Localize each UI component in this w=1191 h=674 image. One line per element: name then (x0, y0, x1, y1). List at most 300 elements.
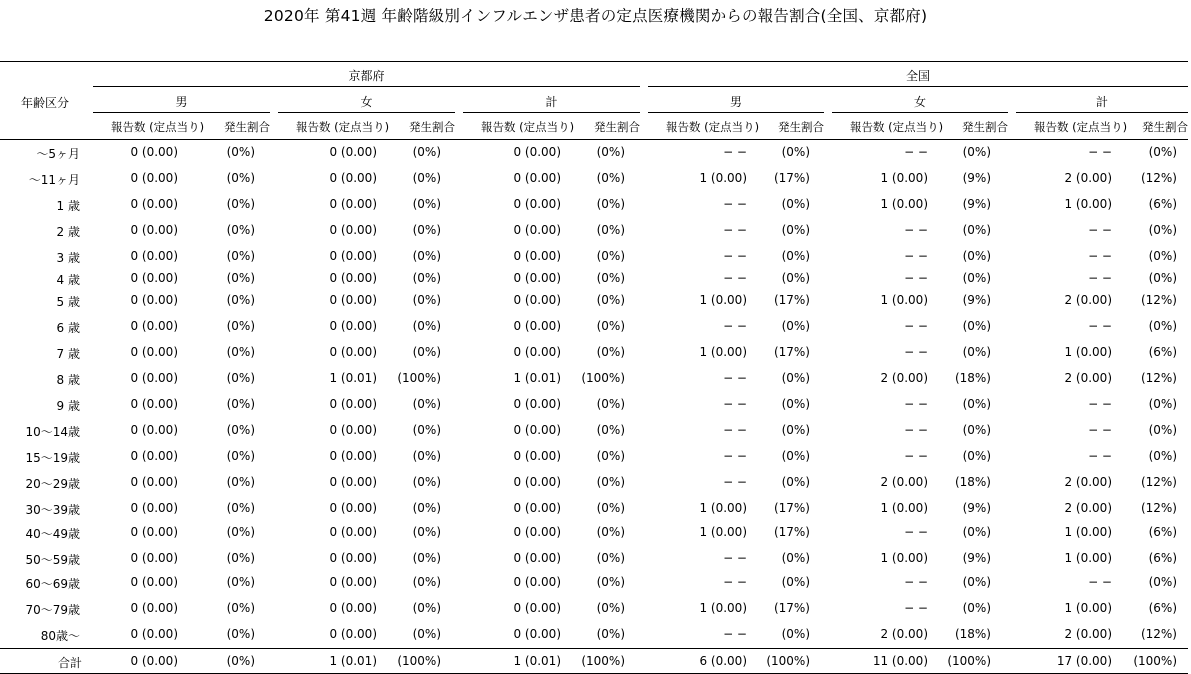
ratio-cell: (12%) (1140, 475, 1177, 489)
total-label: 合計 (57, 656, 82, 670)
count-subheader: 報告数 (定点当り) (296, 120, 390, 134)
ratio-cell: (0%) (1148, 575, 1177, 589)
ratio-cell: (0%) (226, 423, 255, 437)
count-cell: 0 (0.00) (130, 171, 178, 185)
ratio-cell: (0%) (226, 345, 255, 359)
total-top-rule (0, 648, 1188, 649)
ratio-cell: (18%) (954, 627, 991, 641)
ratio-cell: (0%) (1148, 397, 1177, 411)
ratio-cell: (12%) (1140, 627, 1177, 641)
ratio-cell: (0%) (962, 223, 991, 237)
count-cell: 0 (0.00) (130, 601, 178, 615)
ratio-cell: (0%) (1148, 271, 1177, 285)
ratio-cell: (0%) (596, 575, 625, 589)
count-cell: − − (904, 271, 928, 285)
ratio-cell: (18%) (954, 475, 991, 489)
ratio-cell: (6%) (1148, 551, 1177, 565)
count-cell: 2 (0.00) (1064, 293, 1112, 307)
ratio-cell: (0%) (226, 197, 255, 211)
count-cell: 0 (0.00) (513, 601, 561, 615)
count-cell: 0 (0.00) (513, 197, 561, 211)
ratio-cell: (0%) (596, 249, 625, 263)
ratio-cell: (0%) (412, 449, 441, 463)
count-cell: − − (904, 319, 928, 333)
ratio-cell: (0%) (596, 449, 625, 463)
ratio-cell: (0%) (781, 475, 810, 489)
count-cell: 0 (0.00) (329, 171, 377, 185)
sex-under-rule (278, 112, 455, 113)
ratio-cell: (6%) (1148, 197, 1177, 211)
count-cell: 0 (0.00) (130, 575, 178, 589)
ratio-cell: (0%) (781, 423, 810, 437)
count-cell: 0 (0.00) (329, 475, 377, 489)
ratio-cell: (0%) (596, 197, 625, 211)
count-cell: 0 (0.00) (513, 293, 561, 307)
ratio-cell: (0%) (962, 271, 991, 285)
count-cell: 0 (0.00) (130, 449, 178, 463)
age-label: 40〜49歳 (25, 527, 80, 541)
ratio-cell: (17%) (773, 345, 810, 359)
region-under-rule (93, 86, 640, 87)
ratio-cell: (0%) (226, 475, 255, 489)
ratio-cell: (6%) (1148, 345, 1177, 359)
count-cell: 0 (0.00) (130, 223, 178, 237)
count-subheader: 報告数 (定点当り) (1034, 120, 1128, 134)
age-label: 5 歳 (56, 295, 80, 309)
count-cell: 2 (0.00) (1064, 475, 1112, 489)
ratio-cell: (0%) (412, 575, 441, 589)
ratio-cell: (100%) (1133, 654, 1177, 668)
count-cell: − − (904, 145, 928, 159)
ratio-cell: (0%) (1148, 249, 1177, 263)
count-cell: 0 (0.00) (329, 319, 377, 333)
region-top-rule (93, 61, 640, 62)
ratio-cell: (17%) (773, 171, 810, 185)
ratio-cell: (0%) (226, 397, 255, 411)
count-subheader: 報告数 (定点当り) (850, 120, 944, 134)
ratio-cell: (0%) (226, 501, 255, 515)
count-cell: 1 (0.00) (699, 345, 747, 359)
age-label: 6 歳 (56, 321, 80, 335)
ratio-cell: (0%) (962, 423, 991, 437)
ratio-cell: (0%) (1148, 449, 1177, 463)
ratio-cell: (0%) (962, 575, 991, 589)
ratio-subheader: 発生割合 (778, 120, 824, 134)
count-cell: − − (904, 525, 928, 539)
region-header: 京都府 (348, 69, 385, 83)
count-cell: 0 (0.00) (513, 575, 561, 589)
count-cell: 0 (0.00) (130, 423, 178, 437)
count-cell: − − (1088, 271, 1112, 285)
count-cell: 0 (0.00) (513, 475, 561, 489)
count-cell: 0 (0.00) (513, 171, 561, 185)
ratio-cell: (0%) (226, 319, 255, 333)
ratio-cell: (0%) (226, 223, 255, 237)
count-cell: 0 (0.00) (513, 223, 561, 237)
count-cell: 1 (0.00) (699, 293, 747, 307)
age-column-header: 年齢区分 (20, 96, 69, 110)
ratio-cell: (0%) (962, 249, 991, 263)
count-cell: − − (904, 223, 928, 237)
ratio-cell: (0%) (781, 319, 810, 333)
count-cell: 1 (0.00) (699, 601, 747, 615)
ratio-subheader: 発生割合 (594, 120, 640, 134)
sex-header: 計 (1095, 95, 1108, 109)
ratio-cell: (0%) (596, 627, 625, 641)
count-cell: 1 (0.00) (880, 171, 928, 185)
ratio-cell: (0%) (412, 271, 441, 285)
count-cell: 1 (0.00) (699, 525, 747, 539)
ratio-cell: (0%) (1148, 423, 1177, 437)
ratio-cell: (0%) (412, 627, 441, 641)
count-cell: 2 (0.00) (880, 371, 928, 385)
ratio-cell: (0%) (226, 654, 255, 668)
ratio-cell: (100%) (397, 654, 441, 668)
ratio-cell: (0%) (1148, 319, 1177, 333)
ratio-cell: (0%) (226, 249, 255, 263)
count-cell: − − (723, 249, 747, 263)
ratio-cell: (0%) (596, 475, 625, 489)
count-cell: − − (904, 601, 928, 615)
count-cell: 0 (0.00) (513, 249, 561, 263)
sex-under-rule (463, 112, 640, 113)
count-cell: 0 (0.00) (130, 293, 178, 307)
count-cell: − − (904, 397, 928, 411)
count-cell: 1 (0.00) (1064, 551, 1112, 565)
ratio-cell: (6%) (1148, 525, 1177, 539)
ratio-cell: (0%) (596, 601, 625, 615)
ratio-cell: (0%) (226, 525, 255, 539)
age-label: 8 歳 (56, 373, 80, 387)
ratio-cell: (0%) (412, 171, 441, 185)
ratio-cell: (0%) (596, 423, 625, 437)
ratio-cell: (0%) (781, 371, 810, 385)
count-cell: 0 (0.00) (130, 397, 178, 411)
age-label: 1 歳 (56, 199, 80, 213)
count-cell: 0 (0.00) (329, 601, 377, 615)
count-cell: 1 (0.00) (880, 551, 928, 565)
ratio-subheader: 発生割合 (409, 120, 455, 134)
ratio-cell: (17%) (773, 525, 810, 539)
count-cell: − − (1088, 319, 1112, 333)
age-label: 60〜69歳 (25, 577, 80, 591)
ratio-cell: (9%) (962, 551, 991, 565)
ratio-cell: (17%) (773, 501, 810, 515)
sex-under-rule (93, 112, 270, 113)
ratio-cell: (0%) (781, 449, 810, 463)
age-label: 50〜59歳 (25, 553, 80, 567)
ratio-cell: (0%) (226, 145, 255, 159)
count-cell: 0 (0.00) (130, 145, 178, 159)
sex-header: 男 (175, 95, 188, 109)
region-top-rule (648, 61, 1188, 62)
age-label: 10〜14歳 (25, 425, 80, 439)
sex-header: 女 (913, 95, 926, 109)
count-subheader: 報告数 (定点当り) (481, 120, 575, 134)
count-cell: 0 (0.00) (329, 449, 377, 463)
count-cell: 0 (0.00) (513, 145, 561, 159)
count-cell: 2 (0.00) (1064, 627, 1112, 641)
ratio-cell: (0%) (781, 627, 810, 641)
age-label: 15〜19歳 (25, 451, 80, 465)
ratio-cell: (0%) (962, 449, 991, 463)
ratio-cell: (0%) (962, 397, 991, 411)
count-cell: − − (904, 575, 928, 589)
count-cell: − − (723, 319, 747, 333)
count-cell: 1 (0.00) (1064, 197, 1112, 211)
ratio-cell: (18%) (954, 371, 991, 385)
ratio-cell: (0%) (962, 145, 991, 159)
ratio-cell: (100%) (581, 654, 625, 668)
ratio-cell: (0%) (226, 627, 255, 641)
sex-under-rule (832, 112, 1008, 113)
count-cell: − − (904, 249, 928, 263)
count-cell: − − (723, 145, 747, 159)
ratio-cell: (100%) (947, 654, 991, 668)
count-cell: 11 (0.00) (872, 654, 928, 668)
count-cell: 1 (0.00) (880, 501, 928, 515)
ratio-cell: (0%) (781, 197, 810, 211)
ratio-cell: (0%) (412, 145, 441, 159)
count-cell: 0 (0.00) (513, 423, 561, 437)
ratio-cell: (0%) (226, 293, 255, 307)
count-cell: − − (723, 371, 747, 385)
ratio-cell: (0%) (412, 475, 441, 489)
ratio-cell: (0%) (226, 575, 255, 589)
count-cell: − − (1088, 145, 1112, 159)
count-cell: − − (1088, 575, 1112, 589)
ratio-cell: (0%) (412, 197, 441, 211)
ratio-cell: (12%) (1140, 171, 1177, 185)
count-cell: 0 (0.00) (513, 525, 561, 539)
region-header: 全国 (905, 69, 930, 83)
count-cell: 2 (0.00) (880, 475, 928, 489)
ratio-cell: (9%) (962, 501, 991, 515)
count-cell: 0 (0.00) (130, 271, 178, 285)
ratio-cell: (9%) (962, 171, 991, 185)
count-cell: 0 (0.00) (329, 525, 377, 539)
count-cell: − − (904, 423, 928, 437)
count-cell: 0 (0.00) (130, 525, 178, 539)
count-cell: 1 (0.01) (329, 371, 377, 385)
ratio-cell: (0%) (962, 525, 991, 539)
count-cell: 0 (0.00) (329, 423, 377, 437)
age-label: 3 歳 (56, 251, 80, 265)
count-subheader: 報告数 (定点当り) (666, 120, 760, 134)
count-cell: − − (723, 223, 747, 237)
ratio-cell: (0%) (596, 551, 625, 565)
ratio-cell: (0%) (226, 271, 255, 285)
count-cell: − − (904, 345, 928, 359)
ratio-cell: (100%) (397, 371, 441, 385)
count-cell: − − (723, 397, 747, 411)
ratio-cell: (0%) (412, 249, 441, 263)
ratio-cell: (0%) (412, 423, 441, 437)
count-cell: − − (1088, 249, 1112, 263)
count-cell: 1 (0.00) (1064, 601, 1112, 615)
age-label: 9 歳 (56, 399, 80, 413)
ratio-cell: (0%) (412, 525, 441, 539)
count-cell: − − (1088, 449, 1112, 463)
sex-header: 計 (545, 95, 558, 109)
count-cell: 0 (0.00) (513, 345, 561, 359)
ratio-cell: (9%) (962, 197, 991, 211)
count-cell: 0 (0.00) (130, 197, 178, 211)
count-cell: − − (1088, 423, 1112, 437)
count-cell: 2 (0.00) (880, 627, 928, 641)
count-cell: 0 (0.00) (329, 293, 377, 307)
ratio-cell: (0%) (781, 249, 810, 263)
ratio-cell: (0%) (596, 397, 625, 411)
count-cell: 0 (0.00) (130, 475, 178, 489)
count-cell: 1 (0.01) (513, 371, 561, 385)
count-cell: − − (1088, 223, 1112, 237)
count-cell: 0 (0.00) (130, 249, 178, 263)
ratio-cell: (0%) (962, 345, 991, 359)
ratio-cell: (17%) (773, 601, 810, 615)
count-cell: 2 (0.00) (1064, 171, 1112, 185)
ratio-cell: (0%) (226, 171, 255, 185)
count-cell: 0 (0.00) (513, 449, 561, 463)
count-cell: 1 (0.00) (880, 293, 928, 307)
count-cell: 1 (0.00) (1064, 525, 1112, 539)
ratio-cell: (0%) (412, 223, 441, 237)
count-cell: 1 (0.00) (880, 197, 928, 211)
ratio-cell: (0%) (596, 223, 625, 237)
ratio-cell: (0%) (596, 293, 625, 307)
ratio-subheader: 発生割合 (1142, 120, 1188, 134)
count-cell: 6 (0.00) (699, 654, 747, 668)
count-cell: 0 (0.00) (130, 371, 178, 385)
age-label: 30〜39歳 (25, 503, 80, 517)
ratio-cell: (17%) (773, 293, 810, 307)
age-label: 80歳〜 (40, 629, 80, 643)
ratio-cell: (0%) (226, 371, 255, 385)
count-cell: 0 (0.00) (130, 654, 178, 668)
count-cell: − − (1088, 397, 1112, 411)
count-cell: 0 (0.00) (130, 551, 178, 565)
ratio-cell: (0%) (596, 145, 625, 159)
count-cell: 0 (0.00) (513, 551, 561, 565)
ratio-cell: (0%) (412, 293, 441, 307)
ratio-cell: (0%) (412, 397, 441, 411)
count-cell: 0 (0.00) (329, 249, 377, 263)
ratio-cell: (0%) (596, 319, 625, 333)
sex-header: 女 (360, 95, 373, 109)
count-cell: − − (723, 197, 747, 211)
count-cell: − − (723, 423, 747, 437)
ratio-cell: (0%) (781, 397, 810, 411)
ratio-cell: (12%) (1140, 293, 1177, 307)
sex-header: 男 (729, 95, 742, 109)
count-cell: 0 (0.00) (329, 627, 377, 641)
ratio-cell: (0%) (412, 551, 441, 565)
age-label: 20〜29歳 (25, 477, 80, 491)
count-cell: 0 (0.00) (513, 627, 561, 641)
count-cell: − − (904, 449, 928, 463)
ratio-cell: (0%) (596, 345, 625, 359)
age-label: 4 歳 (56, 273, 80, 287)
ratio-cell: (0%) (1148, 223, 1177, 237)
sex-under-rule (1016, 112, 1188, 113)
count-cell: 0 (0.00) (329, 271, 377, 285)
ratio-cell: (12%) (1140, 371, 1177, 385)
count-cell: − − (723, 271, 747, 285)
age-label: 〜5ヶ月 (36, 147, 80, 161)
region-under-rule (648, 86, 1188, 87)
ratio-cell: (0%) (781, 271, 810, 285)
ratio-cell: (0%) (412, 345, 441, 359)
age-label: 70〜79歳 (25, 603, 80, 617)
count-cell: − − (723, 449, 747, 463)
ratio-cell: (0%) (226, 551, 255, 565)
ratio-cell: (0%) (781, 223, 810, 237)
count-cell: − − (723, 475, 747, 489)
ratio-cell: (0%) (596, 271, 625, 285)
count-cell: 0 (0.00) (130, 345, 178, 359)
count-cell: 1 (0.01) (513, 654, 561, 668)
ratio-cell: (9%) (962, 293, 991, 307)
count-cell: 1 (0.00) (699, 501, 747, 515)
count-cell: 0 (0.00) (513, 319, 561, 333)
ratio-cell: (0%) (1148, 145, 1177, 159)
ratio-cell: (6%) (1148, 601, 1177, 615)
ratio-cell: (0%) (781, 551, 810, 565)
age-label: 7 歳 (56, 347, 80, 361)
count-cell: 1 (0.01) (329, 654, 377, 668)
count-subheader: 報告数 (定点当り) (111, 120, 205, 134)
ratio-cell: (0%) (596, 501, 625, 515)
ratio-cell: (0%) (226, 601, 255, 615)
ratio-cell: (0%) (596, 525, 625, 539)
age-label: 2 歳 (56, 225, 80, 239)
ratio-cell: (12%) (1140, 501, 1177, 515)
count-cell: 0 (0.00) (329, 501, 377, 515)
count-cell: − − (723, 551, 747, 565)
count-cell: 0 (0.00) (130, 501, 178, 515)
count-cell: 0 (0.00) (130, 627, 178, 641)
count-cell: 2 (0.00) (1064, 501, 1112, 515)
ratio-cell: (0%) (412, 319, 441, 333)
count-cell: − − (723, 627, 747, 641)
header-bottom-rule (0, 139, 1188, 140)
count-cell: 2 (0.00) (1064, 371, 1112, 385)
count-cell: 0 (0.00) (513, 501, 561, 515)
ratio-cell: (100%) (581, 371, 625, 385)
ratio-cell: (0%) (962, 319, 991, 333)
ratio-subheader: 発生割合 (962, 120, 1008, 134)
count-cell: 0 (0.00) (513, 271, 561, 285)
ratio-cell: (0%) (596, 171, 625, 185)
count-cell: 0 (0.00) (329, 197, 377, 211)
count-cell: 0 (0.00) (329, 223, 377, 237)
ratio-cell: (0%) (412, 601, 441, 615)
ratio-cell: (0%) (412, 501, 441, 515)
ratio-cell: (0%) (781, 575, 810, 589)
count-cell: 0 (0.00) (329, 551, 377, 565)
age-label: 〜11ヶ月 (28, 173, 80, 187)
ratio-cell: (100%) (766, 654, 810, 668)
count-cell: 1 (0.00) (699, 171, 747, 185)
ratio-cell: (0%) (781, 145, 810, 159)
count-cell: − − (723, 575, 747, 589)
count-cell: 0 (0.00) (130, 319, 178, 333)
ratio-cell: (0%) (226, 449, 255, 463)
count-cell: 17 (0.00) (1056, 654, 1112, 668)
count-cell: 1 (0.00) (1064, 345, 1112, 359)
page-title: 2020年 第41週 年齢階級別インフルエンザ患者の定点医療機関からの報告割合(全国、京都府) (263, 7, 928, 25)
count-cell: 0 (0.00) (329, 345, 377, 359)
